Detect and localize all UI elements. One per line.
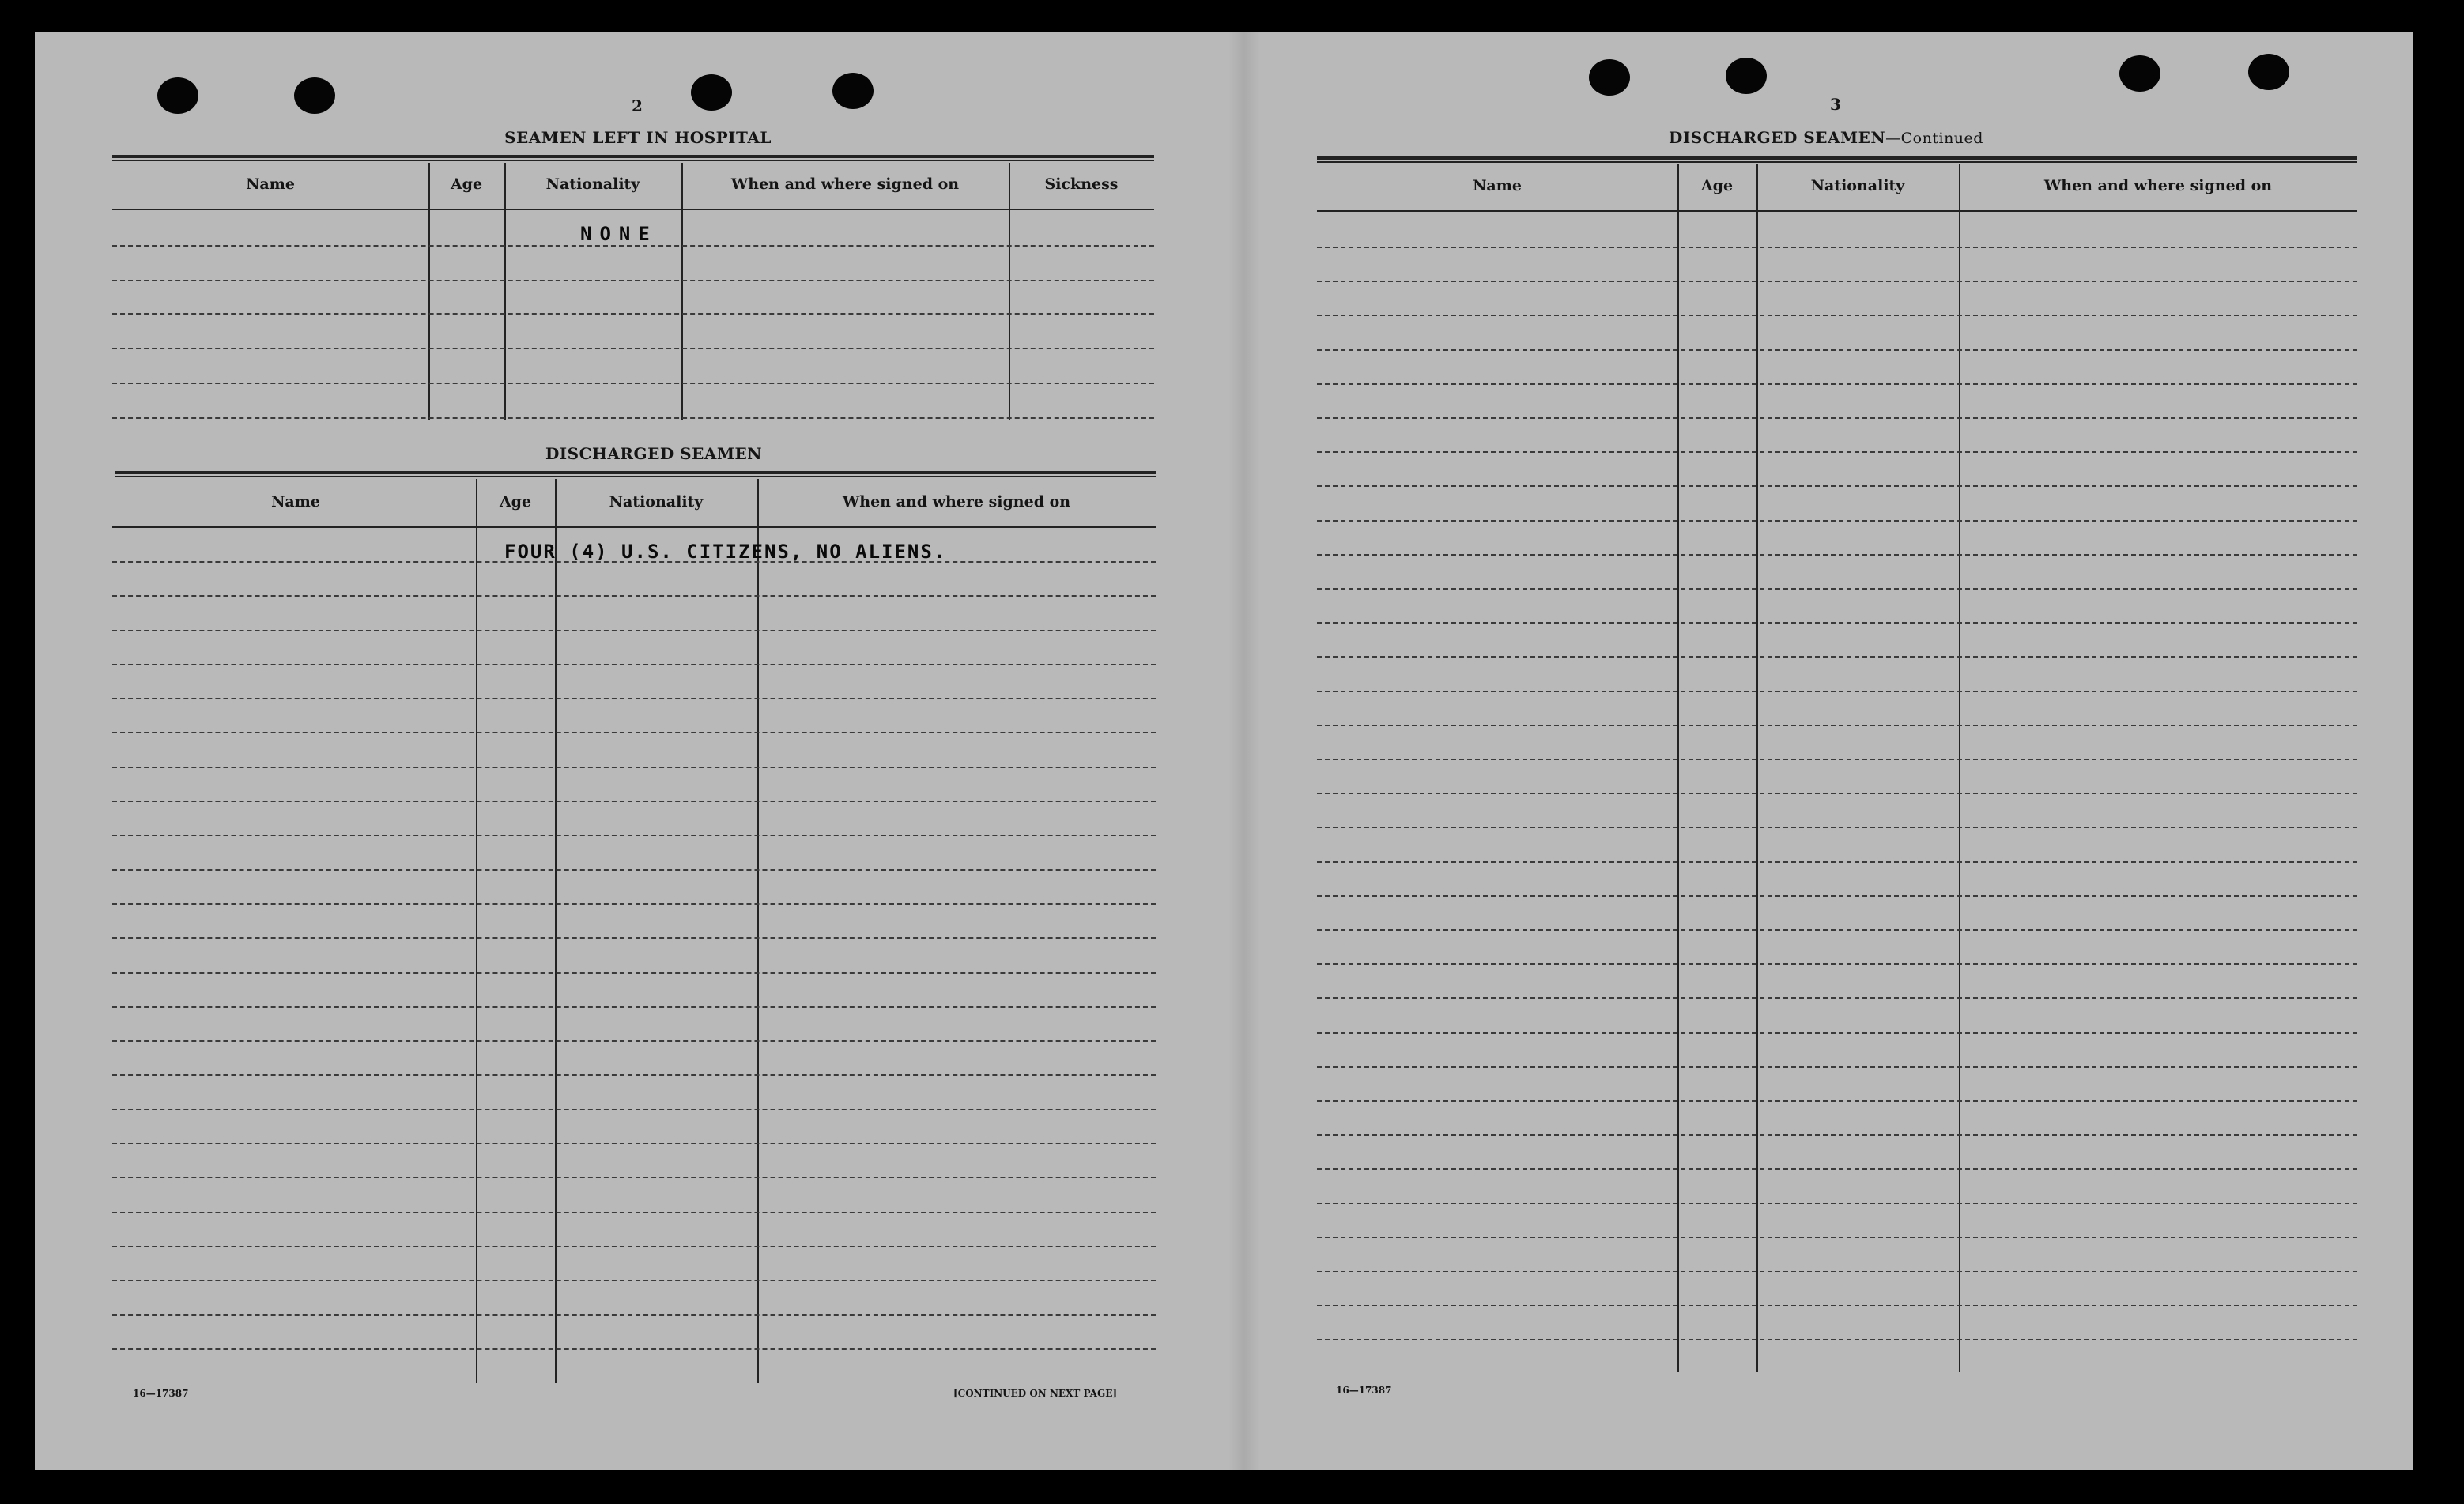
entry-line (112, 383, 1154, 384)
column-divider (757, 479, 759, 1383)
entry-line (1317, 691, 2357, 692)
column-divider (1756, 164, 1758, 1372)
entry-line (112, 869, 1156, 871)
entry-line (112, 1280, 1156, 1281)
entry-line (1317, 281, 2357, 282)
entry-line (112, 664, 1156, 665)
punch-hole (157, 77, 198, 114)
entry-line (112, 1348, 1156, 1350)
entry-line (112, 1314, 1156, 1316)
entry-line (1317, 827, 2357, 828)
entry-line (112, 801, 1156, 802)
entry-line (1317, 417, 2357, 419)
section-rule (115, 471, 1156, 477)
entry-line (1317, 247, 2357, 248)
entry-line (1317, 451, 2357, 453)
entry-line (112, 937, 1156, 939)
punch-hole (691, 74, 732, 111)
column-divider (1677, 164, 1679, 1372)
entry-line (112, 1074, 1156, 1076)
column-header-age: Age (499, 493, 532, 511)
entry-line (112, 1109, 1156, 1110)
entry-line (112, 313, 1154, 315)
entry-line (1317, 1134, 2357, 1136)
column-divider (476, 479, 477, 1383)
punch-hole (1589, 59, 1630, 96)
entry-line (112, 903, 1156, 905)
entry-line (1317, 861, 2357, 863)
column-header-nationality: Nationality (1810, 177, 1905, 194)
continued-suffix: —Continued (1885, 130, 1983, 147)
header-underline (1317, 210, 2357, 212)
column-header-age: Age (450, 175, 483, 193)
entry-line (112, 835, 1156, 836)
entry-line (1317, 520, 2357, 522)
entry-line (1317, 1168, 2357, 1170)
entry-line (112, 732, 1156, 733)
entry-line (1317, 588, 2357, 590)
entry-line (1317, 383, 2357, 385)
discharged-title-text: DISCHARGED SEAMEN (1669, 128, 1886, 147)
column-divider (555, 479, 557, 1383)
entry-line (1317, 895, 2357, 897)
column-header-signed-on: When and where signed on (842, 493, 1071, 511)
entry-line (1317, 1305, 2357, 1306)
entry-line (112, 1212, 1156, 1213)
entry-line (112, 1040, 1156, 1042)
entry-line (1317, 1203, 2357, 1204)
column-divider (1959, 164, 1960, 1372)
entry-line (112, 348, 1154, 349)
page-number: 3 (1830, 95, 1841, 114)
column-header-nationality: Nationality (545, 175, 640, 193)
entry-line (1317, 1032, 2357, 1034)
entry-line (1317, 656, 2357, 658)
entry-line (1317, 759, 2357, 760)
header-underline (112, 209, 1154, 210)
discharged-section-title: DISCHARGED SEAMEN (545, 444, 763, 463)
entry-line (1317, 997, 2357, 999)
continued-note: [CONTINUED ON NEXT PAGE] (953, 1388, 1118, 1399)
entry-line (1317, 793, 2357, 794)
entry-line (112, 1246, 1156, 1247)
entry-line (1317, 315, 2357, 316)
entry-line (1317, 725, 2357, 726)
column-header-name: Name (246, 175, 295, 193)
column-header-age: Age (1700, 177, 1734, 194)
entry-line (1317, 349, 2357, 351)
punch-hole (2119, 55, 2160, 92)
entry-line (1317, 1271, 2357, 1272)
section-rule (1317, 156, 2357, 163)
entry-line (1317, 963, 2357, 965)
entry-line (1317, 554, 2357, 556)
entry-line (1317, 622, 2357, 624)
column-header-nationality: Nationality (609, 493, 704, 511)
entry-line (112, 1177, 1156, 1178)
entry-line (1317, 929, 2357, 931)
hospital-section-title: SEAMEN LEFT IN HOSPITAL (504, 128, 772, 147)
column-header-sickness: Sickness (1044, 175, 1119, 193)
discharged-continued-title (1565, 128, 2087, 147)
page-number: 2 (632, 96, 643, 115)
entry-line (112, 972, 1156, 974)
entry-line (1317, 1237, 2357, 1238)
punch-hole (294, 77, 335, 114)
form-number: 16—17387 (1336, 1385, 1392, 1396)
entry-line (112, 280, 1154, 281)
header-underline (112, 526, 1156, 528)
entry-line (112, 1006, 1156, 1008)
hospital-entry-text: NONE (580, 223, 658, 245)
discharged-entry-text: FOUR (4) U.S. CITIZENS, NO ALIENS. (504, 541, 947, 563)
entry-line (112, 630, 1156, 631)
entry-line (112, 1143, 1156, 1144)
column-header-name: Name (271, 493, 320, 511)
punch-hole (1726, 58, 1767, 94)
entry-line (112, 245, 1154, 247)
column-header-signed-on: When and where signed on (730, 175, 960, 193)
entry-line (1317, 485, 2357, 487)
entry-line (112, 698, 1156, 699)
entry-line (1317, 1339, 2357, 1340)
column-header-name: Name (1473, 177, 1522, 194)
punch-hole (2248, 54, 2289, 90)
form-number: 16—17387 (133, 1388, 189, 1399)
entry-line (1317, 1100, 2357, 1102)
punch-hole (832, 73, 874, 109)
column-header-signed-on: When and where signed on (2043, 177, 2273, 194)
entry-line (112, 595, 1156, 597)
section-rule (112, 155, 1154, 161)
entry-line (1317, 1066, 2357, 1068)
entry-line (112, 417, 1154, 419)
entry-line (112, 767, 1156, 768)
